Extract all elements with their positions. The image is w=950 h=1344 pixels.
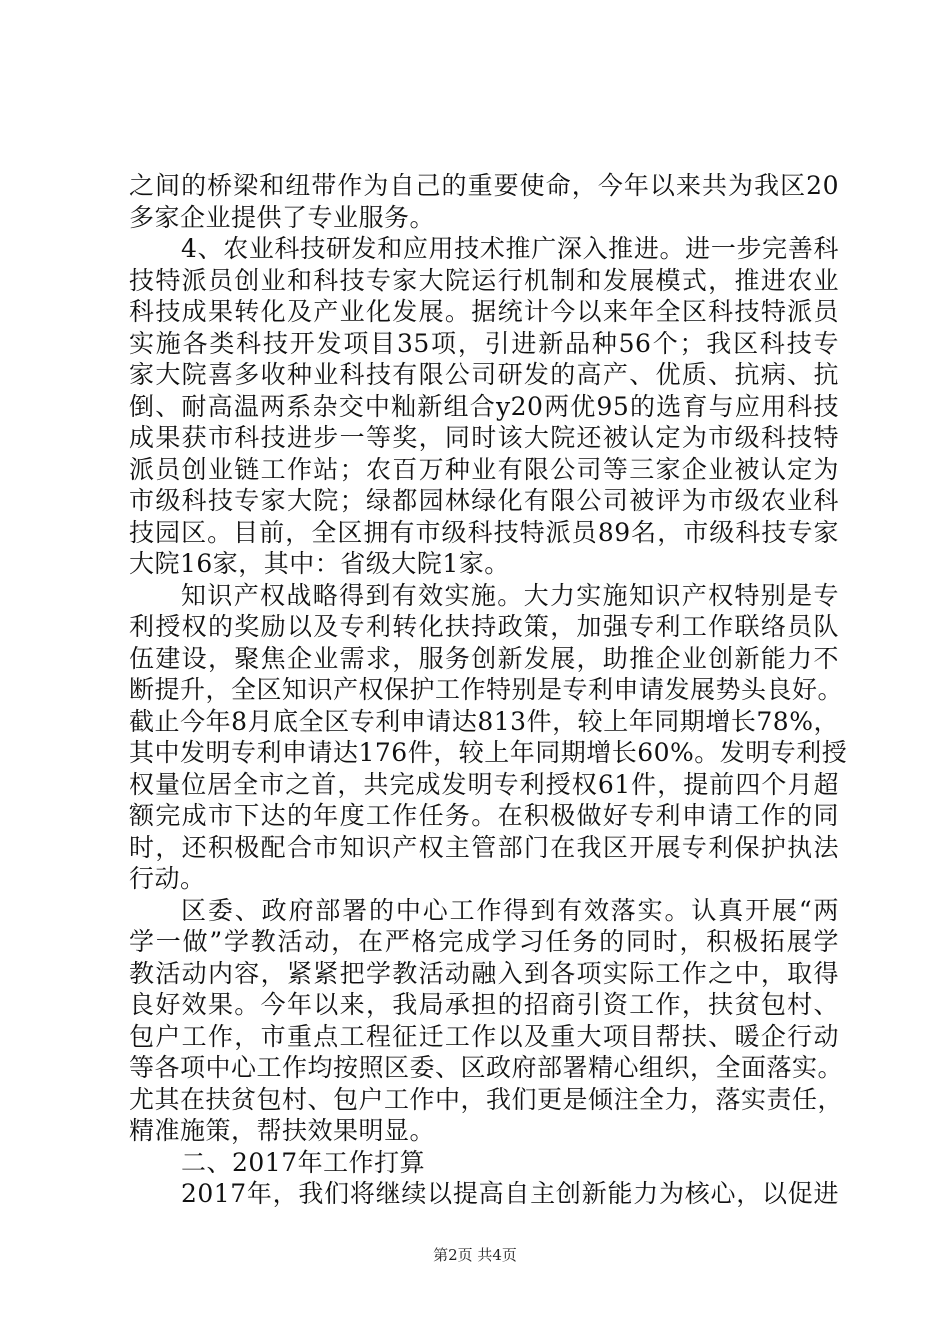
text-line: 学一做”学教活动，在严格完成学习任务的同时，积极拓展学 bbox=[129, 927, 839, 956]
paragraph-p3 bbox=[129, 580, 848, 895]
text-line: 等各项中心工作均按照区委、区政府部署精心组织，全面落实。 bbox=[129, 1053, 844, 1082]
text-line: 精准施策，帮扶效果明显。 bbox=[129, 1116, 436, 1145]
paragraph-p4 bbox=[129, 895, 844, 1147]
text-line: 截止今年8月底全区专利申请达813件，较上年同期增长78%， bbox=[129, 706, 839, 736]
text-line: 倒、耐高温两系杂交中籼新组合y20两优95的选育与应用科技 bbox=[129, 391, 839, 421]
text-line: 额完成市下达的年度工作任务。在积极做好专利申请工作的同 bbox=[129, 801, 839, 830]
text-line: 知识产权战略得到有效实施。大力实施知识产权特别是专 bbox=[181, 580, 839, 610]
text-line: 科技成果转化及产业化发展。据统计今以来年全区科技特派员 bbox=[129, 297, 839, 326]
text-line: 伍建设，聚焦企业需求，服务创新发展，助推企业创新能力不 bbox=[129, 643, 839, 673]
text-line: 多家企业提供了专业服务。 bbox=[129, 202, 436, 232]
text-line: 技园区。目前，全区拥有市级科技特派员89名，市级科技专家 bbox=[129, 517, 839, 547]
text-line: 技特派员创业和科技专家大院运行机制和发展模式，推进农业 bbox=[129, 265, 839, 295]
text-line: 家大院喜多收种业科技有限公司研发的高产、优质、抗病、抗 bbox=[129, 360, 839, 389]
text-line: 包户工作，市重点工程征迁工作以及重大项目帮扶、暖企行动 bbox=[129, 1021, 839, 1051]
text-line: 二、2017年工作打算 bbox=[181, 1147, 426, 1177]
text-line: 之间的桥梁和纽带作为自己的重要使命，今年以来共为我区20 bbox=[129, 171, 839, 200]
paragraph-p2 bbox=[129, 233, 839, 580]
text-line: 大院16家，其中：省级大院1家。 bbox=[129, 549, 510, 578]
section-heading bbox=[129, 1147, 839, 1179]
text-line: 行动。 bbox=[129, 864, 206, 893]
text-line: 教活动内容，紧紧把学教活动融入到各项实际工作之中，取得 bbox=[129, 958, 839, 988]
text-line: 权量位居全市之首，共完成发明专利授权61件，提前四个月超 bbox=[129, 769, 839, 799]
text-line: 实施各类科技开发项目35项，引进新品种56个；我区科技专 bbox=[129, 328, 839, 358]
text-line: 2017年，我们将继续以提高自主创新能力为核心，以促进 bbox=[181, 1179, 839, 1208]
text-line: 成果获市科技进步一等奖，同时该大院还被认定为市级科技特 bbox=[129, 423, 839, 452]
text-line: 时，还积极配合市知识产权主管部门在我区开展专利保护执法 bbox=[129, 832, 839, 862]
paragraph-p1 bbox=[129, 170, 839, 233]
text-line: 派员创业链工作站；农百万种业有限公司等三家企业被认定为 bbox=[129, 454, 839, 484]
document-body bbox=[129, 170, 848, 1210]
text-line: 市级科技专家大院；绿都园林绿化有限公司被评为市级农业科 bbox=[129, 486, 839, 515]
text-line: 利授权的奖励以及专利转化扶持政策，加强专利工作联络员队 bbox=[129, 612, 839, 641]
page-number-footer: 第2页 共4页 bbox=[433, 1246, 517, 1264]
text-line: 尤其在扶贫包村、包户工作中，我们更是倾注全力，落实责任， bbox=[129, 1084, 844, 1114]
text-line: 良好效果。今年以来，我局承担的招商引资工作，扶贫包村、 bbox=[129, 990, 839, 1019]
text-line: 区委、政府部署的中心工作得到有效落实。认真开展“两 bbox=[181, 895, 839, 925]
text-line: 断提升，全区知识产权保护工作特别是专利申请发展势头良好。 bbox=[129, 675, 844, 704]
text-line: 其中发明专利申请达176件，较上年同期增长60%。发明专利授 bbox=[129, 738, 848, 767]
text-line: 4、农业科技研发和应用技术推广深入推进。进一步完善科 bbox=[181, 234, 839, 263]
paragraph-p6 bbox=[129, 1178, 839, 1210]
